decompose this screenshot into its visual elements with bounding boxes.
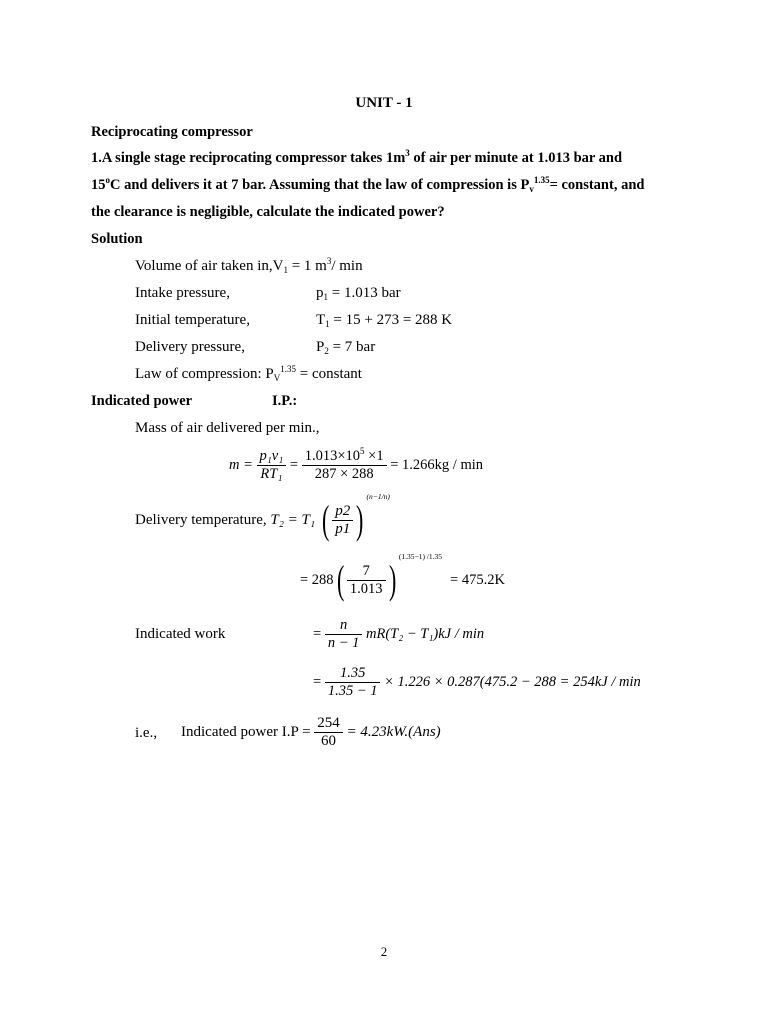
problem-line-2: 15$^o$C and delivers it at 7 bar. Assuming that the law of compression is $P_v^{1.35}=$ constant, and <box>91 175 645 194</box>
indicated-work-label: Indicated work <box>135 626 226 642</box>
mass-label: Mass of air delivered per min., <box>135 420 320 436</box>
given-intake-pressure-label: Intake pressure, <box>135 285 230 301</box>
mass-equation: m = $\frac{\text{p₁v₁}}{\text{RT₁}}$ = $\frac{1.013\times 10^5 \times 1}{287 \times 288}$ = 1.266kg / min <box>229 446 483 482</box>
indicated-work-equation: = $\frac{n}{n - 1}$ mR(T₂ − T₁)kJ / min <box>313 617 485 651</box>
delivery-temperature-equation: Delivery temperature, T₂ = T₁ ( $\frac{p2}{p1}$ )(n−1/n) <box>135 492 390 542</box>
solution-heading: Solution <box>91 231 143 247</box>
given-intake-pressure-value: $p_1 = 1.013$ bar <box>316 285 401 302</box>
indicated-power-heading: Indicated power <box>91 393 193 409</box>
given-law-of-compression: Law of compression: $P_V^{1.35}$ = constant <box>135 364 362 383</box>
page-number: 2 <box>380 944 388 959</box>
given-initial-temperature-label: Initial temperature, <box>135 312 250 328</box>
problem-line-1: 1.A single stage reciprocating compressor takes $1m^3$ of air per minute at 1.013 bar and <box>91 148 623 166</box>
page-title: UNIT - 1 <box>355 95 413 111</box>
section-title: Reciprocating compressor <box>91 124 253 140</box>
given-volume: Volume of air taken $in,V_1 = 1$ $m^3/$ min <box>135 256 363 275</box>
delivery-temperature-calc: = 288( $\frac{7}{1.013}$ )(1.35−1) /1.35= 475.2K <box>300 552 505 602</box>
problem-line-3: the clearance is negligible, calculate the indicated power? <box>91 204 445 220</box>
given-delivery-pressure-label: Delivery pressure, <box>135 339 245 355</box>
indicated-power-equation: Indicated power I.P = $\frac{254}{60}$ = 4.23kW.(Ans) <box>181 715 441 749</box>
given-delivery-pressure-value: $P_2 = 7$ bar <box>316 339 376 356</box>
ie-label: i.e., <box>135 725 158 741</box>
indicated-power-abbr: I.P.: <box>272 393 298 409</box>
given-initial-temperature-value: $T_1 = 15 + 273 = 288$ K <box>316 312 453 329</box>
indicated-work-calc: = $\frac{1.35}{1.35 - 1}$ × 1.226 × 0.287(475.2 − 288 = 254kJ / min <box>313 665 641 699</box>
